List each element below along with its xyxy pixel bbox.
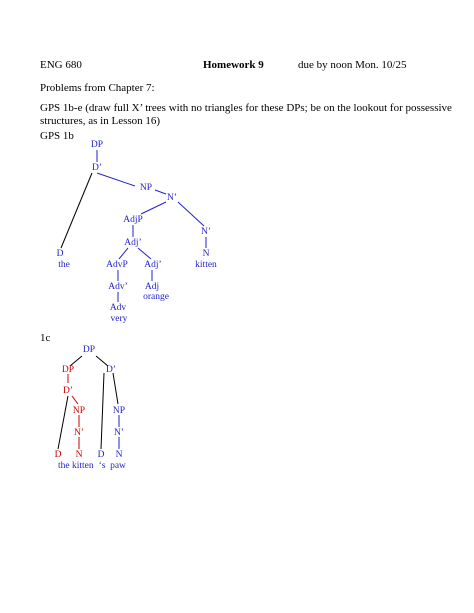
- due-date: due by noon Mon. 10/25: [298, 59, 407, 71]
- node-np-main: NP: [112, 406, 126, 416]
- edge-dbar-d: [61, 173, 92, 248]
- homework-title: Homework 9: [203, 59, 264, 71]
- node-nbar-main: N’: [113, 428, 125, 438]
- problems-heading: Problems from Chapter 7:: [40, 82, 155, 94]
- node-advbar: Adv’: [108, 282, 128, 292]
- tree-1b-label: GPS 1b: [40, 130, 74, 142]
- node-adjp: AdjP: [123, 215, 143, 225]
- course-code: ENG 680: [40, 59, 82, 71]
- tree-1b-edges: [97, 150, 206, 302]
- tree-1b-black-edges: [61, 173, 92, 248]
- node-adjbar-2: Adj’: [144, 260, 162, 270]
- edge-np-nbar: [155, 190, 166, 194]
- edge-nbar-adjp: [141, 202, 166, 214]
- node-dbar-spec: D’: [62, 386, 74, 396]
- node-n-main: N: [115, 450, 123, 460]
- tree-1c-red-nodes: [55, 365, 86, 460]
- instructions-line-1: GPS 1b-e (draw full X’ trees with no triangles for these DPs; be on the lookout for possessive: [40, 102, 452, 114]
- edge-adjbar-advp: [119, 248, 128, 259]
- edge-adjbar-adjbar2: [138, 248, 151, 259]
- tree-1c-label: 1c: [40, 332, 51, 344]
- word-orange: orange: [143, 292, 169, 302]
- word-the: the: [58, 260, 70, 270]
- node-adjbar: Adj’: [124, 238, 142, 248]
- edge-nbar-nbar2: [178, 202, 204, 226]
- word-the-kitten: the kitten: [58, 461, 94, 471]
- tree-1c-blue-nodes: [58, 345, 126, 471]
- node-n: N: [202, 249, 210, 259]
- node-adj: Adj: [144, 282, 160, 292]
- word-kitten: kitten: [195, 260, 217, 270]
- node-advp: AdvP: [106, 260, 128, 270]
- node-np: NP: [139, 183, 153, 193]
- node-dp-top: DP: [82, 345, 96, 355]
- edge-dbar-d: [101, 373, 104, 449]
- edge-dbar-np: [113, 373, 118, 404]
- node-d-main: D: [97, 450, 105, 460]
- node-nbar-spec: N’: [73, 428, 85, 438]
- word-s: ‘s: [98, 461, 106, 471]
- node-n-spec: N: [75, 450, 83, 460]
- node-nbar-1: N’: [166, 193, 178, 203]
- word-paw: paw: [110, 461, 126, 471]
- node-np-spec: NP: [72, 406, 86, 416]
- instructions-line-2: structures, as in Lesson 16): [40, 115, 161, 127]
- tree-1b: [57, 140, 218, 324]
- node-dp: DP: [90, 140, 104, 150]
- edge-dbar-np: [97, 173, 135, 186]
- edge-dbarspec-np: [72, 396, 78, 404]
- node-d-spec: D: [54, 450, 62, 460]
- node-d: D: [56, 249, 64, 259]
- node-dp-spec: DP: [61, 365, 75, 375]
- node-dbar-top: D’: [105, 365, 117, 375]
- edge-dbarspec-d: [58, 396, 68, 449]
- node-dbar: D’: [91, 163, 103, 173]
- node-nbar-2: N’: [200, 227, 212, 237]
- word-very: very: [110, 314, 128, 324]
- node-adv: Adv: [109, 303, 127, 313]
